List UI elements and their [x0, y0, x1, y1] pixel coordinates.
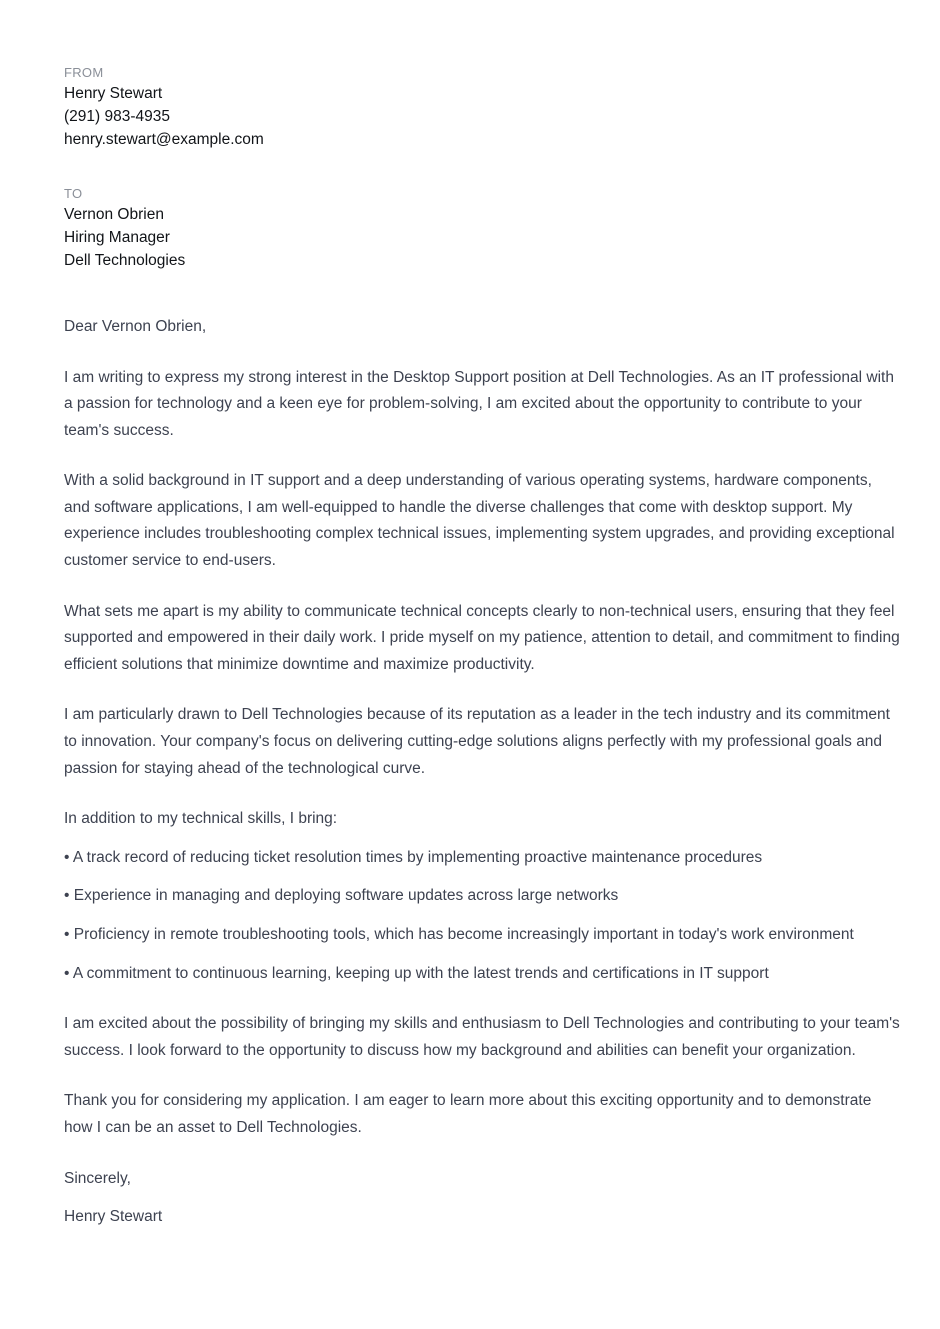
sender-phone: (291) 983-4935	[64, 108, 170, 125]
recipient-block	[64, 185, 900, 272]
recipient-name: Vernon Obrien	[64, 206, 164, 223]
from-label: FROM	[64, 65, 104, 80]
sender-email: henry.stewart@example.com	[64, 131, 264, 148]
recipient-company: Dell Technologies	[64, 252, 186, 269]
signature: Henry Stewart	[64, 1208, 163, 1226]
closing-paragraph: Thank you for considering my application. I am eager to learn more about this exciting opportunity and to demonstrate how I can be an asset to Dell Technologies.	[64, 1092, 872, 1136]
closing-paragraph: I am excited about the possibility of bringing my skills and enthusiasm to Dell Technologies and contributing to your team's success. I look forward to the opportunity to discuss how my background and abilities can benefit your organization.	[64, 1015, 900, 1059]
skills-list-item: • A commitment to continuous learning, keeping up with the latest trends and certifications in IT support	[64, 964, 769, 982]
body-paragraph: I am particularly drawn to Dell Technologies because of its reputation as a leader in the tech industry and its commitment to innovation. Your company's focus on delivering cutting-edge solutions aligns perfectly with my professional goals and passion for staying ahead of the technological curve.	[64, 706, 890, 777]
skills-list-item: • A track record of reducing ticket resolution times by implementing proactive maintenance procedures	[64, 848, 763, 866]
body-paragraph: I am writing to express my strong interest in the Desktop Support position at Dell Technologies. As an IT professional with a passion for technology and a keen eye for problem-solving, I am excited about the opportunity to contribute to your team's success.	[64, 368, 894, 439]
sender-block	[64, 64, 900, 151]
cover-letter	[64, 64, 900, 1231]
skills-list-item: • Experience in managing and deploying software updates across large networks	[64, 887, 619, 905]
to-label: TO	[64, 186, 83, 201]
skills-list	[64, 845, 900, 987]
sign-off: Sincerely,	[64, 1169, 131, 1187]
greeting: Dear Vernon Obrien,	[64, 318, 207, 335]
body-paragraph: What sets me apart is my ability to communicate technical concepts clearly to non-technical users, ensuring that they feel supported and empowered in their daily work. I pride myself on my patience, attention to detail, and commitment to finding efficient solutions that minimize downtime and maximize productivity.	[64, 602, 900, 673]
recipient-title: Hiring Manager	[64, 229, 170, 246]
sender-name: Henry Stewart	[64, 85, 163, 102]
skills-intro: In addition to my technical skills, I bring:	[64, 810, 338, 828]
body-paragraph: With a solid background in IT support and a deep understanding of various operating systems, hardware components, and software applications, I am well-equipped to handle the diverse challenges that come with desktop support. My experience includes troubleshooting complex technical issues, implementing system upgrades, and providing exceptional customer service to end-users.	[64, 472, 895, 570]
skills-list-item: • Proficiency in remote troubleshooting tools, which has become increasingly important in today's work environment	[64, 926, 854, 943]
